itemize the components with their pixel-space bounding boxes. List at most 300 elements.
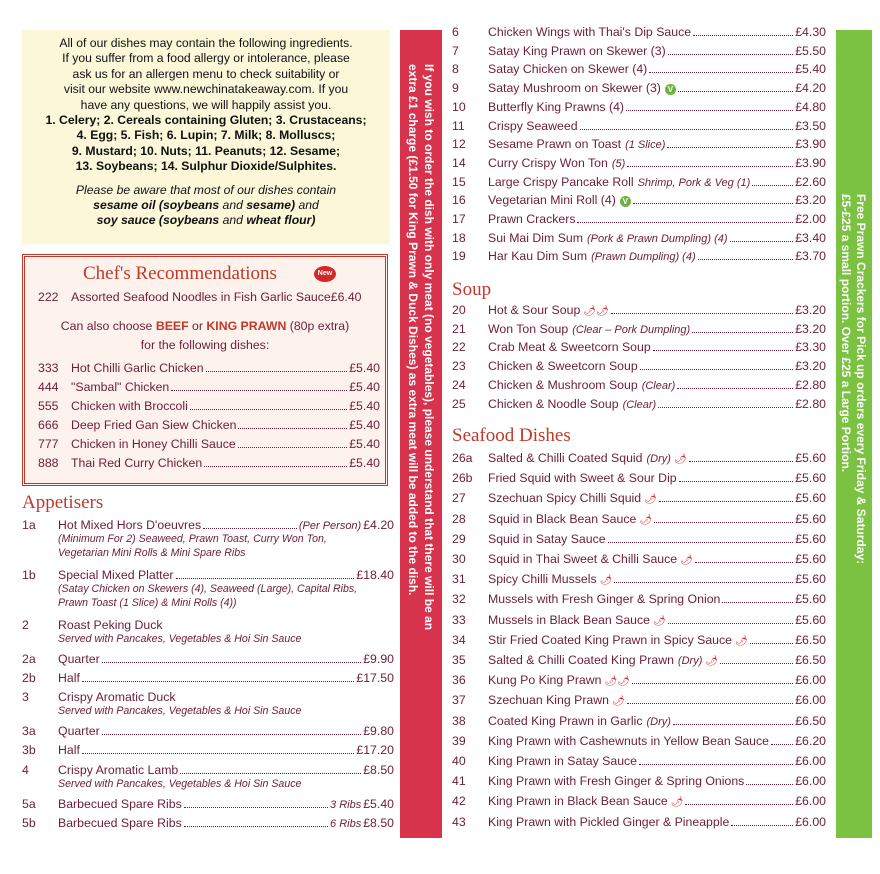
item-number: 41 [452, 774, 466, 789]
meat-only-notice-line-2: extra £1 charge (£1.50 for King Prawn & Duck Dishes) as extra meat will be added to the dish. [406, 64, 420, 596]
item-price: £17.50 [356, 671, 394, 685]
item-price: £6.50 [795, 653, 826, 667]
item-name: Squid in Black Bean Sauce [488, 511, 637, 526]
leader-dots [190, 409, 347, 410]
menu-item [38, 361, 380, 375]
meat-only-notice-line-1: If you wish to order the dish with only meat (no vegetables), please understand that there will be an [422, 64, 436, 631]
item-price: £6.00 [795, 754, 826, 768]
item-name: Coated King Prawn in Garlic [488, 713, 643, 728]
menu-item [452, 44, 826, 58]
chilli-icon: 🌶 [670, 797, 684, 809]
item-number: 26b [452, 471, 473, 486]
item-price: £4.30 [795, 25, 826, 39]
item-number: 23 [452, 359, 466, 374]
menu-item [22, 743, 394, 757]
item-price: £4.80 [795, 99, 826, 114]
leader-dots [627, 166, 793, 167]
item-price: £3.70 [795, 249, 826, 264]
item-name: Chicken & Mushroom Soup [488, 377, 638, 392]
allergen-notice [22, 30, 390, 244]
item-number: 444 [38, 380, 59, 394]
item-name: King Prawn in Black Bean Sauce [488, 794, 668, 809]
item-name: Quarter [58, 652, 100, 666]
allergen-line: ask us for an allergen menu to check suitability or [72, 66, 340, 81]
aware-text: and [295, 198, 319, 213]
allergen-line: All of our dishes may contain the following ingredients. [59, 36, 353, 50]
menu-item [452, 572, 826, 586]
item-number: 3a [22, 724, 36, 738]
item-number: 21 [452, 321, 466, 336]
item-price: £8.50 [363, 763, 394, 777]
item-number: 333 [38, 361, 59, 375]
choose-king-prawn: KING PRAWN [206, 319, 287, 333]
item-number: 40 [452, 754, 466, 768]
item-name: Satay King Prawn on Skewer (3) [488, 43, 666, 58]
item-name: Stir Fried Coated King Prawn in Spicy Sauce [488, 632, 733, 647]
menu-item [452, 451, 826, 465]
item-name: Thai Red Curry Chicken [71, 456, 203, 470]
item-name: Kung Po King Prawn [488, 673, 602, 688]
menu-item [452, 322, 826, 336]
item-price: £4.20 [795, 81, 826, 96]
leader-dots [176, 578, 355, 579]
aware-bold: wheat flour) [246, 213, 316, 228]
item-number: 14 [452, 155, 466, 170]
menu-item-222 [38, 290, 380, 304]
item-price: £2.00 [795, 212, 826, 226]
leader-dots [731, 825, 793, 826]
item-price: £3.50 [795, 118, 826, 133]
item-number: 31 [452, 572, 466, 587]
item-number: 2b [22, 671, 36, 685]
item-price: £3.90 [795, 137, 826, 152]
menu-item [452, 794, 826, 808]
menu-item [452, 119, 826, 133]
leader-dots [698, 259, 794, 260]
item-price: £2.60 [795, 174, 826, 189]
menu-item [452, 693, 826, 707]
item-price: £6.20 [795, 733, 826, 748]
leader-dots [614, 582, 793, 583]
item-number: 43 [452, 814, 466, 829]
item-number: 28 [452, 511, 466, 526]
item-name: Salted & Chilli Coated Squid [488, 451, 643, 465]
item-detail: (Pork & Prawn Dumpling) (4) [586, 232, 728, 245]
item-number: 11 [452, 118, 465, 133]
chilli-icon: 🌶 [735, 635, 748, 647]
item-name: King Prawn in Satay Sauce [488, 754, 638, 768]
item-price: £6.50 [795, 632, 826, 647]
choose-text: Can also choose [60, 319, 156, 333]
item-description: Vegetarian Mini Rolls & Mini Spare Ribs [58, 547, 246, 559]
leader-dots [673, 724, 793, 725]
item-number: 25 [452, 396, 466, 411]
menu-item [22, 671, 394, 685]
item-number: 38 [452, 713, 466, 728]
menu-item [452, 552, 826, 566]
leader-dots [580, 129, 794, 130]
item-name: Szechuan King Prawn [488, 693, 609, 708]
leader-dots [577, 222, 793, 223]
item-number: 1a [22, 518, 36, 532]
new-badge-icon: New [314, 266, 336, 282]
item-number: 42 [452, 794, 466, 809]
item-detail: (5) [611, 157, 626, 170]
allergen-line: have any questions, we will happily assist you. [80, 97, 332, 112]
item-price: £6.40 [330, 290, 362, 304]
item-name: "Sambal" Chicken [71, 380, 170, 394]
item-name: King Prawn with Cashewnuts in Yellow Bean Sauce [488, 733, 769, 748]
leader-dots [750, 643, 794, 644]
menu-item [22, 518, 394, 532]
leader-dots [649, 72, 793, 73]
item-name: Barbecued Spare Ribs [58, 816, 182, 830]
leader-dots [677, 388, 793, 389]
allergen-list-line: 1. Celery; 2. Cereals containing Gluten; 3. Crustaceans; [45, 113, 367, 128]
item-name: Won Ton Soup [488, 321, 569, 336]
item-price: £3.20 [795, 303, 826, 317]
menu-item [452, 613, 826, 627]
item-number: 2a [22, 652, 36, 666]
leader-dots [204, 466, 347, 467]
leader-dots [693, 35, 793, 36]
item-name: Crab Meat & Sweetcorn Soup [488, 340, 651, 355]
menu-item [452, 212, 826, 226]
chilli-icon: 🌶 [680, 555, 693, 566]
item-price: £5.60 [795, 572, 826, 587]
menu-item [452, 231, 826, 245]
item-price: £6.00 [795, 774, 826, 789]
item-name: Hot Chilli Garlic Chicken [71, 361, 204, 375]
free-prawn-crackers-band [836, 30, 872, 838]
item-price: £5.60 [795, 471, 826, 486]
item-name: Satay Chicken on Skewer (4) [488, 62, 648, 77]
appetisers-heading: Appetisers [22, 492, 104, 513]
meat-only-notice-band [400, 30, 442, 838]
item-description: (Satay Chicken on Skewers (4), Seaweed (Large), Capital Ribs, [58, 583, 358, 595]
menu-item [452, 592, 826, 606]
item-number: 30 [452, 552, 466, 566]
item-number: 5b [22, 816, 36, 830]
leader-dots [668, 623, 794, 624]
item-name: Chicken Wings with Thai's Dip Sauce [488, 25, 692, 39]
menu-item [452, 359, 826, 373]
item-number: 555 [38, 399, 59, 413]
menu-item [22, 690, 394, 704]
soup-heading: Soup [452, 279, 492, 300]
item-name: Chicken in Honey Chilli Sauce [71, 437, 236, 451]
leader-dots [720, 663, 793, 664]
item-name: Chicken with Broccoli [71, 399, 188, 413]
item-number: 24 [452, 377, 466, 392]
item-name: Prawn Crackers [488, 212, 576, 226]
item-price: £5.60 [795, 451, 826, 465]
leader-dots [692, 332, 793, 333]
item-number: 29 [452, 531, 466, 546]
item-price: £5.40 [349, 361, 380, 375]
leader-dots [238, 428, 347, 429]
chilli-icon: 🌶 [653, 615, 666, 627]
item-name: Chicken & Sweetcorn Soup [488, 359, 638, 374]
item-price: £5.40 [363, 797, 394, 811]
menu-item [452, 137, 826, 151]
aware-bold: soy sauce (soybeans [96, 213, 220, 228]
item-detail: (Dry) [646, 453, 671, 465]
item-number: 8 [452, 62, 459, 77]
item-price: £9.80 [363, 724, 394, 738]
leader-dots [640, 369, 794, 370]
item-number: 12 [452, 137, 466, 152]
item-name: Mussels in Black Bean Sauce [488, 612, 650, 627]
item-number: 4 [22, 763, 29, 777]
item-name: Sui Mai Dim Sum [488, 230, 583, 245]
menu-item [452, 633, 826, 647]
item-name: Hot Mixed Hors D'oeuvres [58, 518, 202, 532]
item-name: Crispy Seaweed [488, 118, 578, 133]
item-name: Roast Peking Duck [58, 618, 163, 632]
item-name: Fried Squid with Sweet & Sour Dip [488, 471, 677, 486]
item-description: Served with Pancakes, Vegetables & Hoi Sin Sauce [58, 633, 302, 645]
leader-dots [639, 764, 793, 765]
item-number: 777 [38, 437, 59, 451]
item-price: £5.40 [349, 456, 380, 470]
item-price: £2.80 [795, 377, 826, 392]
leader-dots [678, 91, 793, 92]
item-number: 34 [452, 632, 466, 647]
menu-item [22, 797, 394, 811]
menu-item [38, 437, 380, 451]
item-number: 20 [452, 303, 466, 317]
menu-item [38, 418, 380, 432]
item-name: Sesame Prawn on Toast [488, 137, 622, 152]
leader-dots [685, 804, 793, 805]
item-name: Vegetarian Mini Roll (4) [488, 193, 616, 208]
choose-text: (80p extra) [286, 319, 350, 333]
item-number: 7 [452, 43, 459, 58]
item-description: (Minimum For 2) Seaweed, Prawn Toast, Curry Won Ton, [58, 533, 327, 545]
chefs-recommendations-box [22, 254, 388, 486]
leader-dots [746, 784, 793, 785]
leader-dots [633, 203, 793, 204]
chefs-recommendations-title: Chef's Recommendations [83, 263, 277, 284]
chef-choose-note [25, 319, 385, 333]
item-price: £3.30 [795, 340, 826, 355]
item-number: 37 [452, 693, 466, 708]
item-name: Satay Mushroom on Skewer (3) [488, 81, 661, 96]
menu-item [22, 652, 394, 666]
leader-dots [659, 501, 793, 502]
menu-item [452, 397, 826, 411]
menu-item [452, 25, 826, 39]
item-name: Szechuan Spicy Chilli Squid [488, 491, 642, 506]
leader-dots [654, 522, 793, 523]
chilli-icon: 🌶 [673, 454, 687, 465]
leader-dots [82, 753, 355, 754]
item-detail: 6 Ribs [330, 818, 362, 830]
item-detail: (Per Person) [298, 520, 362, 532]
item-name: Spicy Chilli Mussels [488, 572, 597, 587]
menu-item [452, 653, 826, 667]
item-name: Hot & Sour Soup [488, 303, 581, 317]
item-number: 16 [452, 193, 466, 208]
item-number: 3b [22, 743, 36, 757]
chilli-icon: 🌶🌶 [583, 306, 609, 317]
leader-dots [689, 461, 794, 462]
leader-dots [238, 447, 347, 448]
item-name: Quarter [58, 724, 100, 738]
leader-dots [752, 185, 793, 186]
item-name: Assorted Seafood Noodles in Fish Garlic Sauce [71, 290, 331, 304]
menu-item [22, 724, 394, 738]
item-price: £6.50 [795, 713, 826, 728]
item-price: £3.20 [795, 321, 826, 336]
item-number: 17 [452, 212, 466, 226]
item-detail: 3 Ribs [330, 799, 362, 811]
menu-item [452, 340, 826, 354]
item-name: Squid in Thai Sweet & Chilli Sauce [488, 552, 678, 566]
item-detail: (Clear – Pork Dumpling) [572, 323, 691, 336]
allergen-aware-line: Please be aware that most of our dishes contain [75, 182, 337, 197]
leader-dots [730, 241, 794, 242]
leader-dots [184, 807, 328, 808]
vegetarian-icon: V [665, 84, 676, 95]
item-number: 10 [452, 99, 466, 114]
menu-item [452, 193, 826, 207]
item-price: £5.40 [349, 418, 380, 432]
item-name: King Prawn with Fresh Ginger & Spring Onions [488, 774, 745, 789]
item-number: 36 [452, 673, 466, 688]
leader-dots [667, 147, 793, 148]
item-name: Curry Crispy Won Ton [488, 155, 608, 170]
item-detail: (Dry) [646, 715, 671, 728]
chef-choose-note-2: for the following dishes: [140, 338, 270, 352]
item-number: 26a [452, 451, 473, 465]
leader-dots [653, 350, 794, 351]
item-number: 22 [452, 340, 466, 355]
menu-item [452, 378, 826, 392]
item-detail: (1 Slice) [625, 139, 666, 152]
menu-item [22, 816, 394, 830]
menu-item [452, 100, 826, 114]
item-number: 888 [38, 456, 59, 470]
leader-dots [206, 371, 348, 372]
leader-dots [171, 390, 347, 391]
item-detail: Shrimp, Pork & Veg (1) [637, 176, 751, 189]
item-name: Crispy Aromatic Lamb [58, 763, 179, 777]
item-price: £5.60 [795, 491, 826, 506]
item-price: £5.60 [795, 592, 826, 607]
item-price: £3.40 [795, 230, 826, 245]
item-price: £5.60 [795, 552, 826, 566]
item-price: £2.80 [795, 396, 826, 411]
item-name: Har Kau Dim Sum [488, 249, 588, 264]
item-number: 15 [452, 174, 466, 189]
aware-bold: sesame oil (soybeans [93, 198, 220, 213]
menu-item [22, 763, 394, 777]
item-price: £5.50 [795, 43, 826, 58]
item-price: £5.60 [795, 511, 826, 526]
item-number: 666 [38, 418, 59, 432]
item-name: Half [58, 743, 80, 757]
item-price: £5.40 [349, 380, 380, 394]
item-name: Deep Fried Gan Siew Chicken [71, 418, 237, 432]
leader-dots [102, 734, 362, 735]
item-number: 27 [452, 491, 466, 506]
chilli-icon: 🌶🌶 [604, 676, 630, 688]
menu-item [452, 512, 826, 526]
item-number: 9 [452, 81, 459, 96]
choose-text: or [188, 319, 207, 333]
leader-dots [611, 313, 794, 314]
menu-item [452, 815, 826, 829]
chilli-icon: 🌶 [644, 494, 657, 506]
leader-dots [771, 744, 793, 745]
menu-item [38, 380, 380, 394]
allergen-list-line: 9. Mustard; 10. Nuts; 11. Peanuts; 12. Sesame; [71, 143, 341, 158]
item-number: 19 [452, 249, 466, 264]
free-prawn-crackers-line-1: Free Prawn Crackers for Pick up orders every Friday & Saturday: [854, 194, 868, 565]
leader-dots [184, 826, 328, 827]
menu-item [22, 618, 394, 632]
menu-item [452, 62, 826, 76]
item-price: £18.40 [356, 568, 394, 582]
allergen-aware-line-3 [22, 213, 390, 228]
allergen-line: If you suffer from a food allergy or intolerance, please [62, 51, 350, 66]
item-name: Crispy Aromatic Duck [58, 690, 176, 704]
chilli-icon: 🌶 [705, 656, 719, 667]
leader-dots [695, 562, 793, 563]
item-price: £5.40 [349, 437, 380, 451]
item-price: £6.00 [795, 794, 826, 809]
item-price: £17.20 [356, 743, 394, 757]
menu-item [38, 399, 380, 413]
item-detail: (Dry) [677, 655, 703, 667]
leader-dots [608, 542, 794, 543]
choose-beef: BEEF [155, 319, 189, 333]
allergen-list-line: 13. Soybeans; 14. Sulphur Dioxide/Sulphites. [75, 159, 337, 174]
item-number: 222 [38, 290, 59, 304]
item-number: 5a [22, 797, 36, 811]
menu-item [452, 673, 826, 687]
item-price: £5.60 [795, 612, 826, 627]
free-prawn-crackers-line-2: £5-£25 a small portion. Over £25 a Large Portion. [839, 194, 853, 473]
item-detail: (Clear) [622, 398, 657, 411]
menu-item [452, 734, 826, 748]
item-name: Half [58, 671, 80, 685]
item-name: Salted & Chilli Coated King Prawn [488, 653, 674, 667]
item-price: £3.90 [795, 155, 826, 170]
chilli-icon: 🌶 [639, 514, 653, 526]
item-price: £4.20 [363, 518, 394, 532]
item-name: Barbecued Spare Ribs [58, 797, 182, 811]
menu-item [452, 774, 826, 788]
item-number: 1b [22, 568, 36, 582]
item-name: Mussels with Fresh Ginger & Spring Onion [488, 592, 721, 607]
item-price: £6.00 [795, 814, 826, 829]
item-number: 2 [22, 618, 29, 632]
allergen-line: visit our website www.newchinatakeaway.com. If you [63, 82, 349, 97]
menu-item [452, 471, 826, 485]
item-description: Prawn Toast (1 Slice) & Mini Rolls (4)) [58, 597, 237, 609]
menu-item [452, 491, 826, 505]
menu-item [452, 175, 826, 189]
item-name: Squid in Satay Sauce [488, 531, 606, 546]
item-price: £3.20 [795, 193, 826, 208]
item-number: 32 [452, 592, 466, 607]
item-price: £5.40 [795, 62, 826, 77]
item-name: King Prawn with Pickled Ginger & Pineapple [488, 814, 730, 829]
item-detail: (Prawn Dumpling) (4) [591, 251, 696, 264]
